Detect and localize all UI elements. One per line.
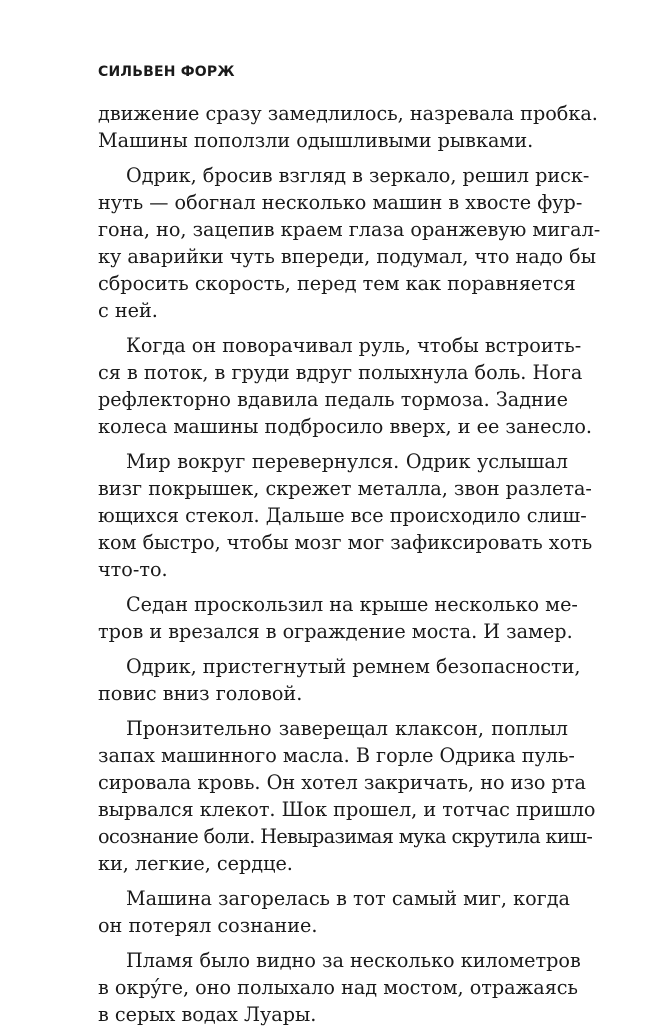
paragraph	[98, 947, 581, 1028]
text-line: осознание боли. Невыразимая мука скрутила киш-	[98, 825, 593, 848]
paragraph	[98, 591, 578, 645]
text-line: Машины поползли одышливыми рывками.	[98, 129, 534, 152]
text-line: Пламя было видно за несколько километров	[126, 949, 581, 972]
paragraph	[98, 100, 598, 154]
text-line: Одрик, бросив взгляд в зеркало, решил риск-	[126, 164, 590, 187]
paragraph	[98, 653, 581, 707]
text-line: ющихся стекол. Дальше все происходило слиш-	[98, 504, 587, 527]
text-line: ся в поток, в груди вдруг полыхнула боль. Нога	[98, 361, 583, 384]
text-line: тров и врезался в ограждение моста. И замер.	[98, 620, 573, 643]
text-line: Мир вокруг перевернулся. Одрик услышал	[126, 450, 568, 473]
text-line: в серых водах Луары.	[98, 1003, 317, 1026]
running-header: СИЛЬВЕН ФОРЖ	[98, 64, 235, 80]
text-line: сировала кровь. Он хотел закричать, но изо рта	[98, 771, 586, 794]
text-line: Пронзительно заверещал клаксон, поплыл	[126, 717, 568, 740]
text-line: ку аварийки чуть впереди, подумал, что надо бы	[98, 245, 596, 268]
text-line: с ней.	[98, 299, 158, 322]
text-line: движение сразу замедлилось, назревала пробка.	[98, 102, 598, 125]
text-line: Когда он поворачивал руль, чтобы встроить-	[126, 334, 582, 357]
text-line: повис вниз головой.	[98, 682, 303, 705]
text-line: вырвался клекот. Шок прошел, и тотчас пришло	[98, 798, 596, 821]
text-line: гона, но, зацепив краем глаза оранжевую мигал-	[98, 218, 601, 241]
text-line: ки, легкие, сердце.	[98, 852, 293, 875]
text-line: он потерял сознание.	[98, 914, 318, 937]
paragraph	[98, 162, 601, 324]
text-line: запах машинного масла. В горле Одрика пуль-	[98, 744, 575, 767]
text-line: колеса машины подбросило вверх, и ее занесло.	[98, 415, 593, 438]
text-line: визг покрышек, скрежет металла, звон разлета-	[98, 477, 592, 500]
text-line: Машина загорелась в тот самый миг, когда	[126, 887, 570, 910]
body-text	[98, 100, 601, 1036]
text-line: сбросить скорость, перед тем как поравняется	[98, 272, 576, 295]
text-line: Седан проскользил на крыше несколько ме-	[126, 593, 578, 616]
text-line: нуть — обогнал несколько машин в хвосте фур-	[98, 191, 583, 214]
text-line: Одрик, пристегнутый ремнем безопасности,	[126, 655, 581, 678]
paragraph	[98, 885, 568, 939]
paragraph	[98, 715, 596, 877]
text-line: что-то.	[98, 558, 168, 581]
text-line: в окрýге, оно полыхало над мостом, отражаясь	[98, 976, 578, 999]
paragraph	[98, 332, 593, 440]
text-line: рефлекторно вдавила педаль тормоза. Задние	[98, 388, 568, 411]
paragraph	[98, 448, 593, 583]
text-line: ком быстро, чтобы мозг мог зафиксировать хоть	[98, 531, 593, 554]
